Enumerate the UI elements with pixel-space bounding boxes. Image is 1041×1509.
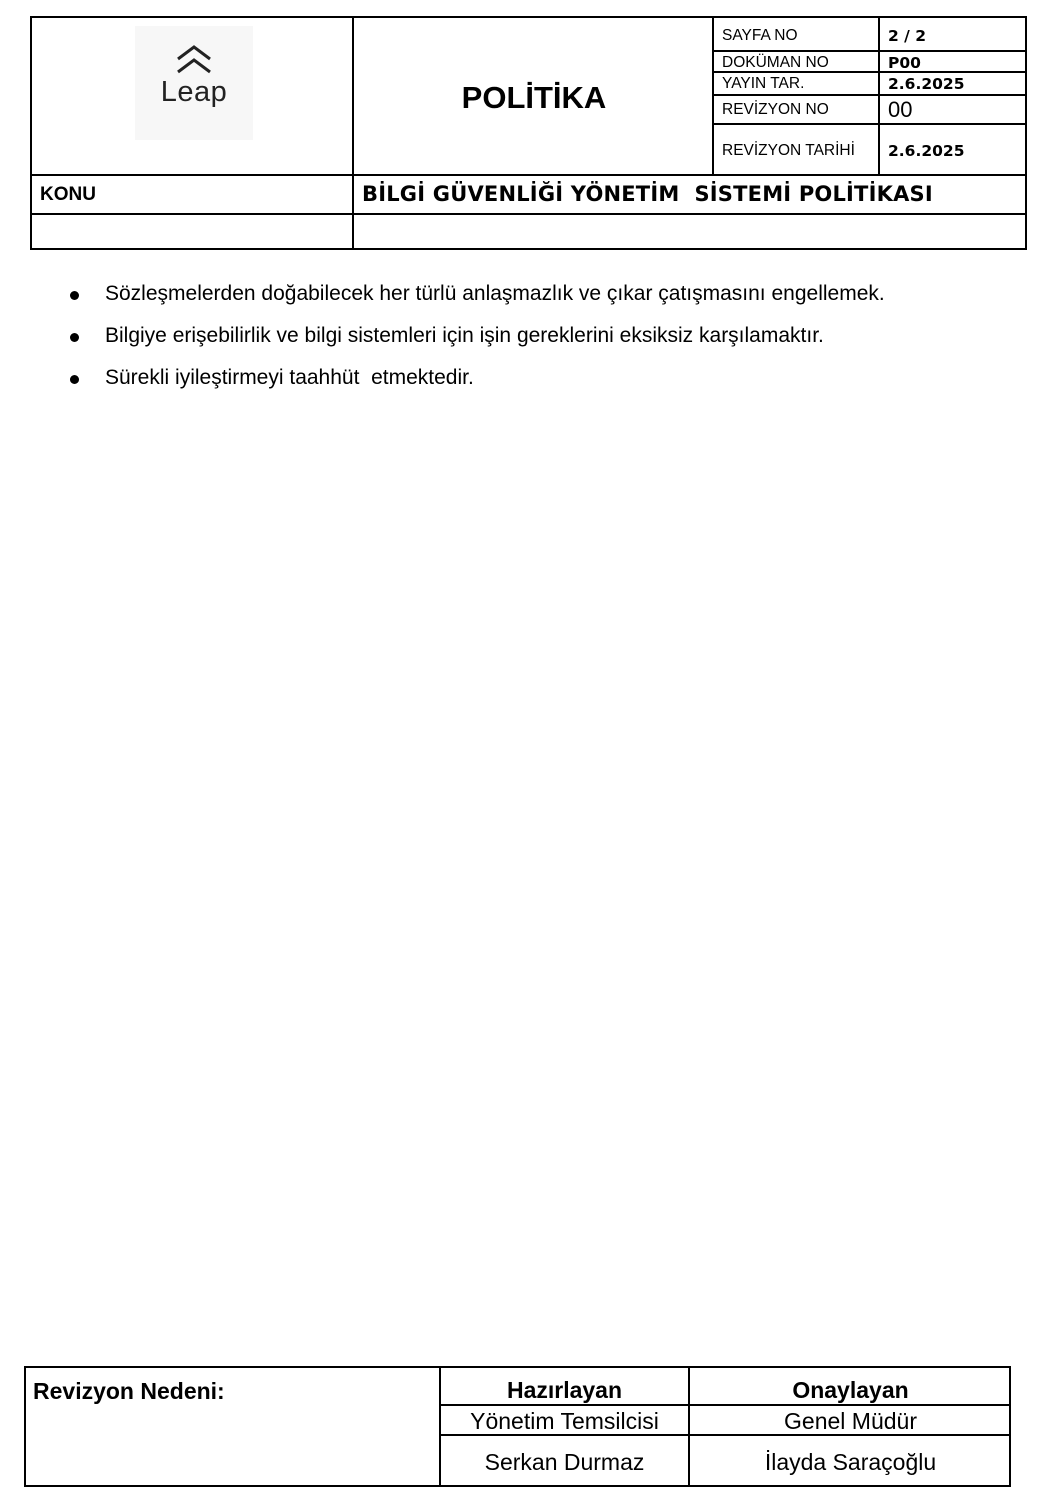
list-item-text: Sürekli iyileştirmeyi taahhüt etmektedir. [105, 366, 474, 389]
bullet-icon [70, 375, 79, 384]
header-divider [712, 94, 1027, 96]
header-divider [712, 50, 1027, 52]
footer-divider [439, 1404, 1011, 1406]
document-header-table [30, 16, 1027, 250]
list-item [66, 324, 1006, 366]
list-item-text: Sözleşmelerden doğabilecek her türlü anlaşmazlık ve çıkar çatışmasını engellemek. [105, 282, 885, 305]
approved-by-role: Genel Müdür [784, 1408, 917, 1434]
revision-number-value: 00 [888, 97, 913, 122]
publish-date-label: YAYIN TAR. [722, 75, 805, 92]
publish-date-value: 2.6.2025 [888, 75, 965, 93]
chevron-up-logo-icon [175, 44, 213, 74]
approval-table [24, 1366, 1011, 1487]
revision-date-label: REVİZYON TARİHİ [722, 142, 855, 159]
logo-text: Leap [160, 76, 228, 108]
page-title: POLİTİKA [461, 80, 607, 115]
subject-label: KONU [40, 184, 96, 205]
approved-by-heading: Onaylayan [792, 1377, 909, 1403]
revision-reason-label: Revizyon Nedeni: [33, 1378, 225, 1404]
prepared-by-name: Serkan Durmaz [484, 1449, 645, 1475]
header-divider [878, 18, 880, 174]
list-item [66, 282, 1006, 324]
document-number-label: DOKÜMAN NO [722, 54, 829, 71]
bullet-icon [70, 333, 79, 342]
approved-by-name: İlayda Saraçoğlu [764, 1449, 937, 1475]
header-divider [32, 174, 1027, 176]
prepared-by-role: Yönetim Temsilcisi [470, 1408, 659, 1434]
company-logo [135, 26, 253, 140]
page-number-label: SAYFA NO [722, 27, 798, 44]
header-divider [32, 213, 1027, 215]
subject-value: BİLGİ GÜVENLİĞİ YÖNETİM SİSTEMİ POLİTİKASI [362, 182, 933, 206]
header-divider [712, 123, 1027, 125]
revision-number-label: REVİZYON NO [722, 101, 829, 118]
list-item-text: Bilgiye erişebilirlik ve bilgi sistemleri için işin gereklerini eksiksiz karşılamaktır. [105, 324, 824, 347]
page-number-value: 2 / 2 [888, 27, 927, 45]
list-item [66, 366, 1006, 408]
bullet-icon [70, 291, 79, 300]
prepared-by-heading: Hazırlayan [506, 1377, 623, 1403]
policy-bullet-list [66, 282, 1006, 408]
revision-date-value: 2.6.2025 [888, 142, 965, 160]
document-number-value: P00 [888, 54, 921, 72]
